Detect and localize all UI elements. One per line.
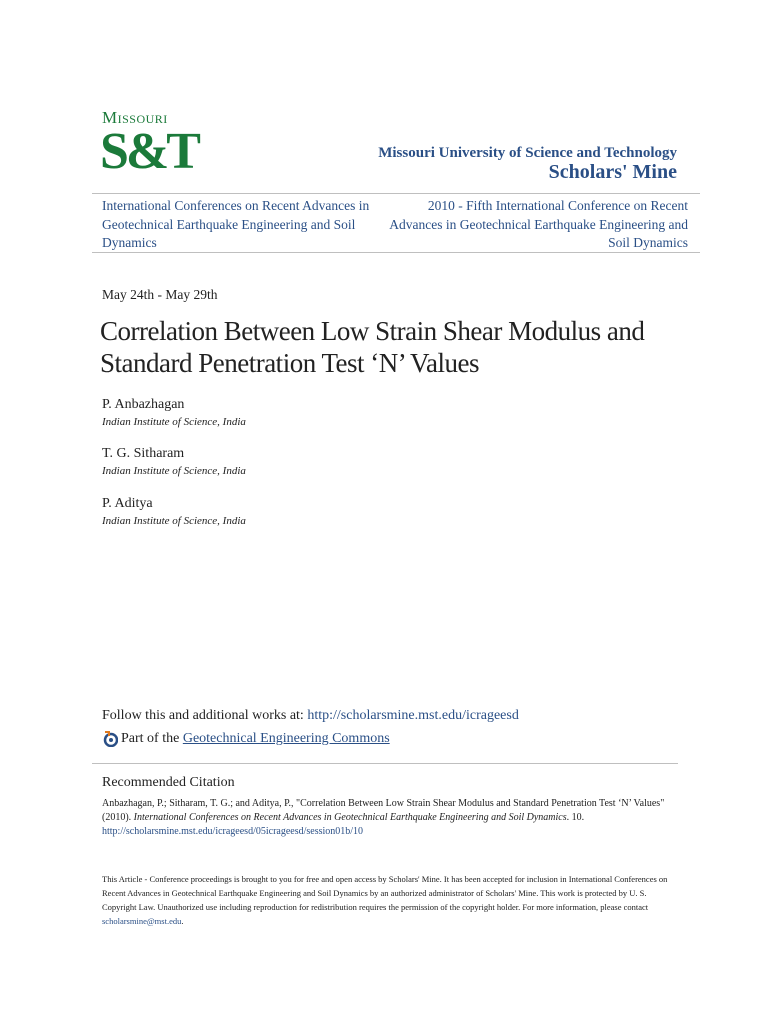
collection-link-right[interactable]: 2010 - Fifth International Conference on Recent Advances in Geotechnical Earthquake Engineering and Soil Dynamics xyxy=(389,198,688,250)
citation-heading: Recommended Citation xyxy=(102,775,235,790)
author-affiliation: Indian Institute of Science, India xyxy=(102,465,246,477)
copyright-end: . xyxy=(181,916,184,926)
citation-url-link[interactable]: http://scholarsmine.mst.edu/icrageesd/05icrageesd/session01b/10 xyxy=(102,826,364,837)
part-of-line xyxy=(102,731,390,747)
contact-email-link[interactable]: scholarsmine@mst.edu xyxy=(102,916,182,926)
university-name[interactable]: Missouri University of Science and Technology xyxy=(378,145,677,161)
copyright-notice xyxy=(102,872,672,928)
logo-missouri-text: Missouri xyxy=(102,108,168,127)
copyright-text: This Article - Conference proceedings is brought to you for free and open access by Scholars' Mine. It has been accepted for inclusion in International Conferences on Recent Advances in Geotechnical Earthquake Engineering and Soil Dynamics by an authorized administrator of Scholars' Mine. This work is protected by U. S. Copyright Law. Unauthorized use including reproduction for redistribution requires the permission of the copyright holder. For more information, please contact xyxy=(102,874,668,912)
logo-st: S&T xyxy=(100,123,198,180)
citation-text: Anbazhagan, P.; Sitharam, T. G.; and Aditya, P., "Correlation Between Low Strain Shear Modulus and Standard Penetration Test ‘N’ Values" (2010). xyxy=(102,798,665,823)
follow-url-link[interactable]: http://scholarsmine.mst.edu/icrageesd xyxy=(307,708,519,723)
author-name: P. Anbazhagan xyxy=(102,397,185,412)
citation-divider xyxy=(92,763,678,764)
article-title: Correlation Between Low Strain Shear Modulus and Standard Penetration Test ‘N’ Values xyxy=(100,316,645,378)
open-access-icon xyxy=(102,731,118,747)
part-of-label: Part of the xyxy=(121,731,180,746)
collections-divider xyxy=(92,252,700,253)
repository-name[interactable]: Scholars' Mine xyxy=(548,161,677,183)
author-name: T. G. Sitharam xyxy=(102,446,185,461)
citation-tail: . 10. xyxy=(566,812,585,823)
author-name: P. Aditya xyxy=(102,496,153,511)
author-affiliation: Indian Institute of Science, India xyxy=(102,515,246,527)
collection-link-left[interactable]: International Conferences on Recent Advances in Geotechnical Earthquake Engineering and Soil Dynamics xyxy=(102,198,370,250)
citation-venue: International Conferences on Recent Advances in Geotechnical Earthquake Engineering and Soil Dynamics xyxy=(133,812,567,823)
commons-link[interactable]: Geotechnical Engineering Commons xyxy=(182,731,390,746)
author-affiliation: Indian Institute of Science, India xyxy=(102,416,246,428)
conference-date: May 24th - May 29th xyxy=(102,287,218,302)
follow-label: Follow this and additional works at: xyxy=(102,708,308,723)
header-divider xyxy=(92,193,700,194)
follow-line xyxy=(102,708,519,724)
citation-block xyxy=(102,797,668,839)
